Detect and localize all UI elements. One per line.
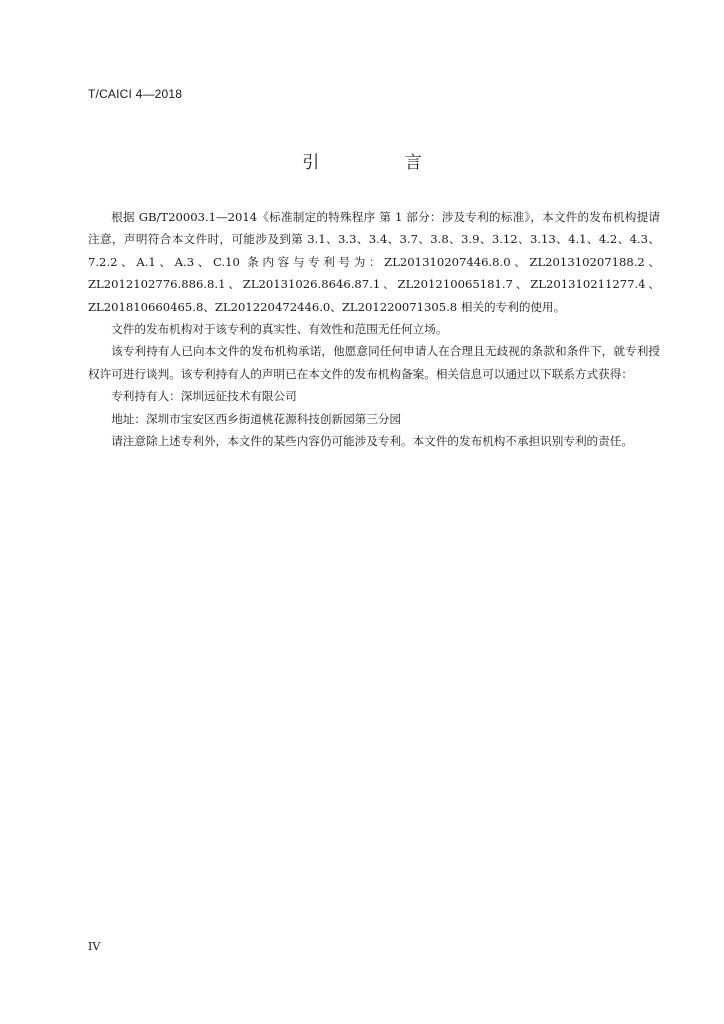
paragraph-disclaimer: 请注意除上述专利外，本文件的某些内容仍可能涉及专利。本文件的发布机构不承担识别专利的责任。 xyxy=(111,434,633,449)
paragraph-licensing-commitment: 该专利持有人已向本文件的发布机构承诺，他愿意同任何申请人在合理且无歧视的条款和条件下，就专利授权许可进行谈判。该专利持有人的声明已在本文件的发布机构备案。相关信息可以通过以下联系方式获得： xyxy=(88,344,660,381)
paragraph-address: 地址：深圳市宝安区西乡街道桃花源科技创新园第三分园 xyxy=(111,411,402,426)
document-body xyxy=(88,206,660,452)
standard-code: T/CAICI 4—2018 xyxy=(88,87,183,101)
page-number: IV xyxy=(88,940,101,953)
page-title: 引 言 xyxy=(302,153,462,173)
paragraph-position-statement: 文件的发布机构对于该专利的真实性、有效性和范围无任何立场。 xyxy=(111,322,448,337)
paragraph-patent-notice: 根据 GB/T20003.1—2014《标准制定的特殊程序 第 1 部分：涉及专利的标准》，本文件的发布机构提请注意，声明符合本文件时，可能涉及到第 3.1、3.3、3.4、3.7、3.8、3.9、3.12、3.13、4.1、4.2、4.3、7.2.2、A.1、A.3、C.10 条内容与专利号为：ZL201310207446.8.0、ZL201310207188.2、ZL2012102776.886.8.1、ZL20131026.8646.87.1、ZL201210065181.7、ZL201310211277.4、ZL201810660465.8、ZL201220472446.0、ZL201220071305.8 相关的专利的使用。 xyxy=(88,210,660,314)
paragraph-patent-holder: 专利持有人：深圳远征技术有限公司 xyxy=(111,389,297,404)
